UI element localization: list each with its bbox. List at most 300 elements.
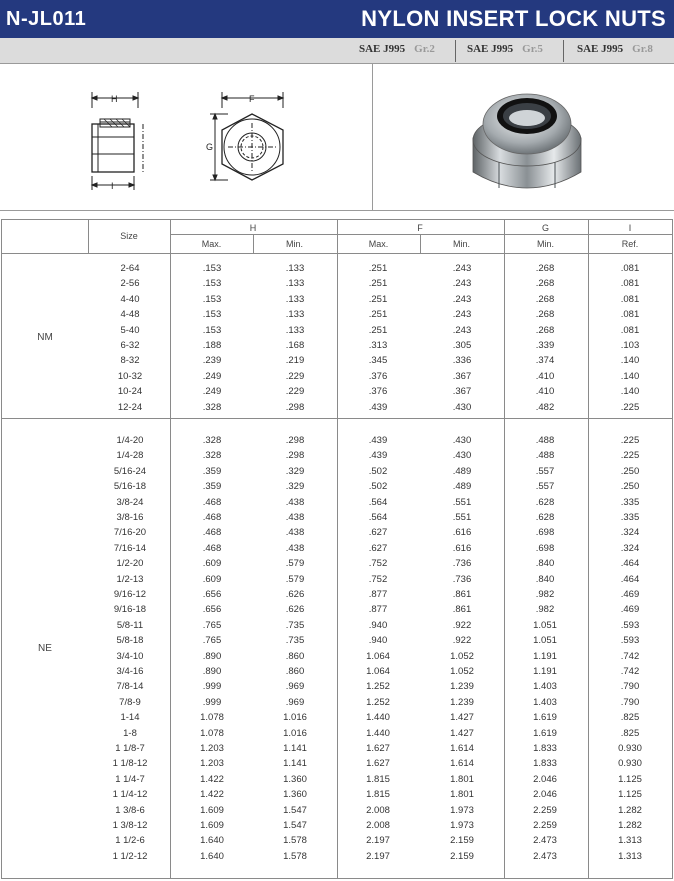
value-cell: 1.403 <box>533 696 557 708</box>
value-cell: .468 <box>202 542 222 554</box>
value-cell: 1.547 <box>283 804 307 816</box>
value-cell: .488 <box>535 450 555 462</box>
value-cell: 0.930 <box>618 758 642 770</box>
product-code: N-JL011 <box>6 8 87 30</box>
value-cell: 2.008 <box>366 804 390 816</box>
size-cell: 5/8-18 <box>116 635 144 647</box>
size-cell: 4-40 <box>120 293 140 305</box>
value-cell: .251 <box>368 324 388 336</box>
size-cell: 9/16-18 <box>113 604 147 616</box>
value-cell: .225 <box>620 435 640 446</box>
value-cell: 1.078 <box>200 712 224 724</box>
value-cell: .140 <box>620 386 640 398</box>
value-cell: 1.064 <box>366 650 390 662</box>
size-cell: 1/2-20 <box>116 558 144 570</box>
value-cell: .268 <box>535 278 555 290</box>
value-cell: .877 <box>368 589 388 600</box>
value-cell: .982 <box>535 589 555 600</box>
value-cell: .940 <box>368 619 388 631</box>
value-cell: .628 <box>535 512 555 523</box>
size-header: Size <box>120 231 138 241</box>
value-cell: .502 <box>368 465 388 477</box>
value-cell: .243 <box>452 324 472 336</box>
value-cell: 1.282 <box>618 804 642 816</box>
size-cell: 1 1/4-12 <box>112 789 148 801</box>
value-cell: 1.578 <box>283 850 307 862</box>
value-cell: .579 <box>285 573 305 585</box>
value-cell: .627 <box>368 542 388 554</box>
size-cell: 1 1/2-12 <box>112 850 148 862</box>
figure-panel <box>0 64 674 211</box>
value-cell: .840 <box>535 558 555 570</box>
value-cell: .626 <box>285 589 305 600</box>
value-cell: .438 <box>285 496 305 508</box>
value-cell: .367 <box>452 386 472 398</box>
value-cell: .468 <box>202 512 222 523</box>
value-cell: .243 <box>452 309 472 321</box>
value-cell: .656 <box>202 589 222 600</box>
value-cell: 1.627 <box>366 743 390 754</box>
value-cell: 1.016 <box>283 712 307 724</box>
value-cell: .698 <box>535 527 555 539</box>
sub-header-f-max: Max. <box>368 239 389 249</box>
page-title: NYLON INSERT LOCK NUTS <box>361 6 666 31</box>
dimension-table <box>1 219 673 879</box>
value-cell: .153 <box>202 263 222 274</box>
size-cell: 3/8-16 <box>116 512 144 523</box>
value-cell: .969 <box>285 696 305 708</box>
value-cell: .439 <box>368 450 388 462</box>
value-cell: .140 <box>620 370 640 382</box>
value-cell: 1.440 <box>366 712 390 724</box>
dim-i-label: I <box>111 181 114 191</box>
value-cell: 1.640 <box>200 835 224 847</box>
value-cell: 1.282 <box>618 820 642 831</box>
value-cell: .374 <box>535 355 555 367</box>
grade-divider <box>563 40 564 62</box>
value-cell: .313 <box>368 340 388 351</box>
value-cell: .359 <box>202 481 222 493</box>
value-cell: 2.159 <box>450 835 474 847</box>
size-cell: 7/8-9 <box>119 696 141 708</box>
grade-standard: SAE J995 <box>467 43 514 55</box>
value-cell: .551 <box>452 496 472 508</box>
value-cell: .328 <box>202 401 222 413</box>
value-cell: .861 <box>452 589 472 600</box>
lock-nut-photo <box>373 64 673 211</box>
value-cell: .999 <box>202 681 222 693</box>
value-cell: 1.313 <box>618 835 642 847</box>
size-cell: 7/16-14 <box>113 542 147 554</box>
size-cell: 1-8 <box>123 727 137 739</box>
section-label-nm: NM <box>37 332 53 343</box>
value-cell: .464 <box>620 558 640 570</box>
value-cell: .790 <box>620 696 640 708</box>
value-cell: .430 <box>452 435 472 446</box>
grade-bar <box>0 38 674 64</box>
size-cell: 12-24 <box>117 401 143 413</box>
value-cell: .825 <box>620 712 640 724</box>
value-cell: .742 <box>620 650 640 662</box>
value-cell: 2.197 <box>366 850 390 862</box>
size-cell: 1/4-20 <box>116 435 144 446</box>
value-cell: 1.191 <box>533 650 557 662</box>
value-cell: .860 <box>285 650 305 662</box>
value-cell: .940 <box>368 635 388 647</box>
value-cell: 0.930 <box>618 743 642 754</box>
value-cell: .752 <box>368 558 388 570</box>
value-cell: .324 <box>620 542 640 554</box>
title-bar <box>0 0 674 38</box>
value-cell: .438 <box>285 512 305 523</box>
size-cell: 1 1/8-12 <box>112 758 148 770</box>
value-cell: .328 <box>202 435 222 446</box>
value-cell: 1.125 <box>618 789 642 801</box>
value-cell: 1.125 <box>618 773 642 785</box>
value-cell: .922 <box>452 619 472 631</box>
value-cell: .345 <box>368 355 388 367</box>
value-cell: .890 <box>202 666 222 677</box>
value-cell: 1.973 <box>450 820 474 831</box>
value-cell: .752 <box>368 573 388 585</box>
grade-label <box>467 43 543 55</box>
value-cell: .564 <box>368 496 388 508</box>
value-cell: .251 <box>368 278 388 290</box>
value-cell: .168 <box>285 340 305 351</box>
value-cell: .593 <box>620 619 640 631</box>
value-cell: .081 <box>620 324 640 336</box>
size-cell: 5/16-18 <box>113 481 147 493</box>
value-cell: 2.197 <box>366 835 390 847</box>
value-cell: 1.815 <box>366 789 390 801</box>
size-cell: 2-64 <box>120 263 140 274</box>
value-cell: .860 <box>285 666 305 677</box>
value-cell: .153 <box>202 309 222 321</box>
grade-label <box>577 43 653 55</box>
value-cell: .982 <box>535 604 555 616</box>
size-cell: 5-40 <box>120 324 140 336</box>
table-rule <box>588 220 589 878</box>
value-cell: .133 <box>285 309 305 321</box>
value-cell: .153 <box>202 293 222 305</box>
value-cell: 1.078 <box>200 727 224 739</box>
value-cell: .305 <box>452 340 472 351</box>
value-cell: .557 <box>535 481 555 493</box>
value-cell: .133 <box>285 293 305 305</box>
value-cell: .251 <box>368 293 388 305</box>
value-cell: .736 <box>452 573 472 585</box>
value-cell: 2.473 <box>533 850 557 862</box>
value-cell: .999 <box>202 696 222 708</box>
value-cell: .376 <box>368 386 388 398</box>
value-cell: .298 <box>285 435 305 446</box>
value-cell: .081 <box>620 293 640 305</box>
value-cell: 1.239 <box>450 696 474 708</box>
table-rule <box>170 220 171 878</box>
value-cell: .736 <box>452 558 472 570</box>
value-cell: 1.422 <box>200 773 224 785</box>
grade-value: Gr.5 <box>522 43 543 55</box>
value-cell: 1.640 <box>200 850 224 862</box>
value-cell: .243 <box>452 263 472 274</box>
value-cell: .251 <box>368 263 388 274</box>
value-cell: .225 <box>620 450 640 462</box>
value-cell: .861 <box>452 604 472 616</box>
size-cell: 5/8-11 <box>116 619 144 631</box>
value-cell: .922 <box>452 635 472 647</box>
grade-value: Gr.8 <box>632 43 653 55</box>
size-cell: 6-32 <box>120 340 140 351</box>
value-cell: .488 <box>535 435 555 446</box>
value-cell: .335 <box>620 496 640 508</box>
value-cell: .243 <box>452 278 472 290</box>
value-cell: .339 <box>535 340 555 351</box>
value-cell: .249 <box>202 370 222 382</box>
sub-header-h-min: Min. <box>285 239 303 249</box>
value-cell: .877 <box>368 604 388 616</box>
value-cell: 1.427 <box>450 727 474 739</box>
dim-g-label: G <box>206 142 214 152</box>
section-label-ne: NE <box>38 643 52 654</box>
dim-h-label: H <box>111 94 118 104</box>
value-cell: 1.427 <box>450 712 474 724</box>
value-cell: .593 <box>620 635 640 647</box>
value-cell: .698 <box>535 542 555 554</box>
value-cell: .790 <box>620 681 640 693</box>
group-header-i: I <box>628 223 632 233</box>
size-cell: 1 1/4-7 <box>115 773 145 785</box>
dim-f-label: F <box>249 94 255 104</box>
value-cell: 1.619 <box>533 727 557 739</box>
size-cell: 3/8-24 <box>116 496 144 508</box>
value-cell: .225 <box>620 401 640 413</box>
grade-label <box>359 43 435 55</box>
value-cell: 2.159 <box>450 850 474 862</box>
value-cell: 1.360 <box>283 789 307 801</box>
sub-header-i-ref: Ref. <box>621 239 639 249</box>
size-cell: 1 1/2-6 <box>115 835 145 847</box>
size-cell: 1 3/8-12 <box>112 820 148 831</box>
value-cell: 1.016 <box>283 727 307 739</box>
value-cell: .250 <box>620 465 640 477</box>
table-rule <box>170 234 672 235</box>
value-cell: .430 <box>452 401 472 413</box>
value-cell: .298 <box>285 450 305 462</box>
value-cell: 1.815 <box>366 773 390 785</box>
value-cell: .133 <box>285 278 305 290</box>
size-cell: 3/4-16 <box>116 666 144 677</box>
value-cell: .268 <box>535 324 555 336</box>
value-cell: 1.614 <box>450 743 474 754</box>
value-cell: .468 <box>202 527 222 539</box>
value-cell: .188 <box>202 340 222 351</box>
value-cell: .609 <box>202 573 222 585</box>
value-cell: .329 <box>285 481 305 493</box>
value-cell: 2.259 <box>533 820 557 831</box>
value-cell: .359 <box>202 465 222 477</box>
value-cell: .609 <box>202 558 222 570</box>
value-cell: 1.609 <box>200 820 224 831</box>
value-cell: 2.008 <box>366 820 390 831</box>
value-cell: .840 <box>535 573 555 585</box>
value-cell: 1.141 <box>283 743 307 754</box>
size-cell: 2-56 <box>120 278 140 290</box>
grade-standard: SAE J995 <box>359 43 406 55</box>
grade-standard: SAE J995 <box>577 43 624 55</box>
value-cell: 1.252 <box>366 681 390 693</box>
sub-header-g-min: Min. <box>536 239 554 249</box>
value-cell: .410 <box>535 370 555 382</box>
value-cell: .103 <box>620 340 640 351</box>
value-cell: .249 <box>202 386 222 398</box>
value-cell: .627 <box>368 527 388 539</box>
value-cell: 1.609 <box>200 804 224 816</box>
value-cell: .438 <box>285 542 305 554</box>
value-cell: 1.547 <box>283 820 307 831</box>
size-cell: 10-32 <box>117 370 143 382</box>
value-cell: .410 <box>535 386 555 398</box>
size-cell: 1/2-13 <box>116 573 144 585</box>
value-cell: .502 <box>368 481 388 493</box>
value-cell: 1.801 <box>450 789 474 801</box>
size-cell: 10-24 <box>117 386 143 398</box>
value-cell: 1.403 <box>533 681 557 693</box>
value-cell: .268 <box>535 293 555 305</box>
value-cell: 1.191 <box>533 666 557 677</box>
value-cell: .742 <box>620 666 640 677</box>
value-cell: 2.473 <box>533 835 557 847</box>
value-cell: 1.051 <box>533 619 557 631</box>
value-cell: 1.252 <box>366 696 390 708</box>
value-cell: .825 <box>620 727 640 739</box>
sub-header-h-max: Max. <box>201 239 222 249</box>
value-cell: .324 <box>620 527 640 539</box>
table-rule <box>88 220 89 253</box>
value-cell: .616 <box>452 542 472 554</box>
value-cell: .133 <box>285 263 305 274</box>
value-cell: 1.313 <box>618 850 642 862</box>
value-cell: .616 <box>452 527 472 539</box>
value-cell: .626 <box>285 604 305 616</box>
value-cell: 1.833 <box>533 743 557 754</box>
value-cell: .329 <box>285 465 305 477</box>
value-cell: 1.052 <box>450 666 474 677</box>
value-cell: 1.801 <box>450 773 474 785</box>
value-cell: .557 <box>535 465 555 477</box>
value-cell: .489 <box>452 481 472 493</box>
value-cell: .153 <box>202 324 222 336</box>
value-cell: .482 <box>535 401 555 413</box>
value-cell: .250 <box>620 481 640 493</box>
value-cell: 1.973 <box>450 804 474 816</box>
value-cell: .336 <box>452 355 472 367</box>
value-cell: .243 <box>452 293 472 305</box>
value-cell: 1.052 <box>450 650 474 662</box>
value-cell: 1.614 <box>450 758 474 770</box>
size-cell: 1/4-28 <box>116 450 144 462</box>
value-cell: .376 <box>368 370 388 382</box>
value-cell: .081 <box>620 263 640 274</box>
value-cell: .579 <box>285 558 305 570</box>
value-cell: 1.360 <box>283 773 307 785</box>
size-cell: 1 3/8-6 <box>115 804 145 816</box>
value-cell: .765 <box>202 635 222 647</box>
value-cell: .153 <box>202 278 222 290</box>
group-header-h: H <box>249 223 257 233</box>
value-cell: .464 <box>620 573 640 585</box>
size-cell: 8-32 <box>120 355 140 367</box>
size-cell: 9/16-12 <box>113 589 147 600</box>
value-cell: .468 <box>202 496 222 508</box>
sub-header-f-min: Min. <box>452 239 470 249</box>
group-header-f: F <box>417 223 423 233</box>
size-cell: 7/8-14 <box>116 681 144 693</box>
size-cell: 4-48 <box>120 309 140 321</box>
value-cell: .430 <box>452 450 472 462</box>
value-cell: .551 <box>452 512 472 523</box>
value-cell: .081 <box>620 309 640 321</box>
group-header-g: G <box>541 223 549 233</box>
value-cell: .469 <box>620 589 640 600</box>
value-cell: .969 <box>285 681 305 693</box>
value-cell: .298 <box>285 401 305 413</box>
value-cell: .335 <box>620 512 640 523</box>
size-cell: 1-14 <box>120 712 140 724</box>
size-cell: 5/16-24 <box>113 465 147 477</box>
value-cell: .439 <box>368 435 388 446</box>
value-cell: .735 <box>285 635 305 647</box>
value-cell: 1.203 <box>200 758 224 770</box>
value-cell: .081 <box>620 278 640 290</box>
value-cell: .765 <box>202 619 222 631</box>
size-cell: 3/4-10 <box>116 650 144 662</box>
dimension-drawing <box>0 64 372 211</box>
value-cell: .656 <box>202 604 222 616</box>
value-cell: 1.440 <box>366 727 390 739</box>
value-cell: .133 <box>285 324 305 336</box>
value-cell: 1.578 <box>283 835 307 847</box>
value-cell: .251 <box>368 309 388 321</box>
value-cell: 1.064 <box>366 666 390 677</box>
value-cell: .735 <box>285 619 305 631</box>
value-cell: .890 <box>202 650 222 662</box>
value-cell: 1.141 <box>283 758 307 770</box>
value-cell: .469 <box>620 604 640 616</box>
grade-divider <box>455 40 456 62</box>
value-cell: 1.833 <box>533 758 557 770</box>
value-cell: .564 <box>368 512 388 523</box>
value-cell: .239 <box>202 355 222 367</box>
value-cell: .268 <box>535 309 555 321</box>
value-cell: .140 <box>620 355 640 367</box>
value-cell: .219 <box>285 355 305 367</box>
value-cell: 1.627 <box>366 758 390 770</box>
value-cell: .438 <box>285 527 305 539</box>
value-cell: 1.239 <box>450 681 474 693</box>
value-cell: 1.619 <box>533 712 557 724</box>
value-cell: 1.422 <box>200 789 224 801</box>
value-cell: 2.046 <box>533 773 557 785</box>
value-cell: .489 <box>452 465 472 477</box>
value-cell: .268 <box>535 263 555 274</box>
value-cell: .229 <box>285 386 305 398</box>
grade-value: Gr.2 <box>414 43 435 55</box>
value-cell: .229 <box>285 370 305 382</box>
value-cell: 1.051 <box>533 635 557 647</box>
value-cell: 1.203 <box>200 743 224 754</box>
size-cell: 1 1/8-7 <box>115 743 145 754</box>
value-cell: 2.259 <box>533 804 557 816</box>
